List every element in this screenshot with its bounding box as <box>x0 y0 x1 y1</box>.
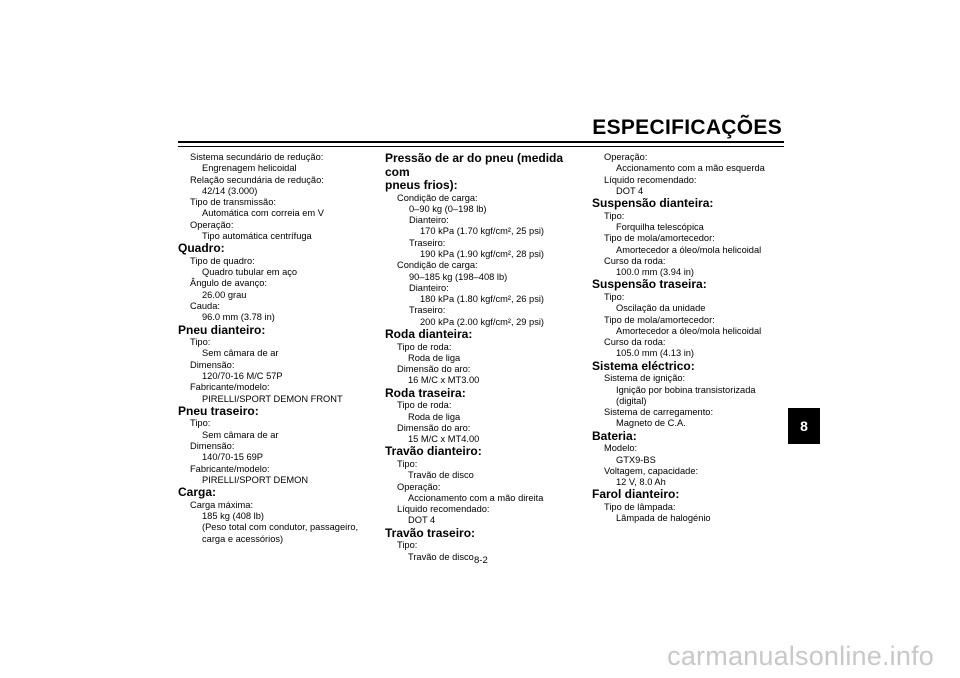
section-heading: Pneu traseiro: <box>178 403 259 418</box>
spec-line: Travão de disco <box>408 551 474 562</box>
spec-line: Amortecedor a óleo/mola helicoidal <box>616 325 762 336</box>
spec-line: Dimensão do aro: <box>397 364 471 375</box>
spec-line: Sistema de ignição: <box>604 373 686 384</box>
spec-line: Operação: <box>397 481 441 492</box>
spec-line: 90–185 kg (198–408 lb) <box>409 271 508 282</box>
spec-line: Modelo: <box>604 443 638 454</box>
spec-line: 15 M/C x MT4.00 <box>408 434 480 445</box>
spec-line: Traseiro: <box>409 305 446 316</box>
spec-line: PIRELLI/SPORT DEMON <box>202 474 309 485</box>
watermark: carmanualsonline.info <box>667 641 934 671</box>
spec-line: 105.0 mm (4.13 in) <box>616 348 695 359</box>
page-number: 8-2 <box>474 555 488 566</box>
spec-line: 200 kPa (2.00 kgf/cm², 29 psi) <box>420 316 545 327</box>
spec-line: Tipo de roda: <box>397 341 452 352</box>
section-heading: Quadro: <box>178 241 225 256</box>
spec-line: Tipo de transmissão: <box>190 197 276 208</box>
spec-line: Dianteiro: <box>409 282 449 293</box>
spec-line: DOT 4 <box>616 185 644 196</box>
spec-line: Sem câmara de ar <box>202 348 279 359</box>
spec-column-1 <box>178 152 368 545</box>
spec-line: 140/70-15 69P <box>202 452 263 463</box>
spec-line: Tipo: <box>604 291 625 302</box>
spec-line: Magneto de C.A. <box>616 418 686 429</box>
spec-line: Amortecedor a óleo/mola helicoidal <box>616 244 762 255</box>
spec-line: Quadro tubular em aço <box>202 267 298 278</box>
spec-line: Traseiro: <box>409 237 446 248</box>
spec-line: (Peso total com condutor, passageiro, <box>202 522 359 533</box>
section-heading: Travão dianteiro: <box>385 444 482 459</box>
section-heading: Travão traseiro: <box>385 525 476 540</box>
spec-line: Líquido recomendado: <box>604 174 697 185</box>
spec-line: Engrenagem helicoidal <box>202 163 297 174</box>
spec-line: Fabricante/modelo: <box>190 463 270 474</box>
spec-line: carga e acessórios) <box>202 533 284 544</box>
spec-line: Curso da roda: <box>604 337 666 348</box>
spec-line: Curso da roda: <box>604 255 666 266</box>
spec-line: Oscilação da unidade <box>616 303 706 314</box>
spec-line: Relação secundária de redução: <box>190 174 324 185</box>
spec-line: 12 V, 8.0 Ah <box>616 477 666 488</box>
spec-line: Condição de carga: <box>397 192 478 203</box>
spec-line: Accionamento com a mão esquerda <box>616 163 765 174</box>
spec-line: Operação: <box>604 152 648 162</box>
spec-line: Operação: <box>190 219 234 230</box>
spec-line: Ângulo de avanço: <box>190 278 268 289</box>
spec-line: Tipo: <box>604 210 625 221</box>
section-heading: Carga: <box>178 485 217 500</box>
section-heading: Bateria: <box>592 428 637 443</box>
spec-line: Dimensão do aro: <box>397 422 471 433</box>
page-title: ESPECIFICAÇÕES <box>592 116 782 139</box>
spec-line: Forquilha telescópica <box>616 221 704 232</box>
section-heading: Farol dianteiro: <box>592 487 680 502</box>
spec-line: Tipo: <box>190 418 211 429</box>
section-heading: Roda traseira: <box>385 385 466 400</box>
spec-line: 100.0 mm (3.94 in) <box>616 267 695 278</box>
spec-line: 96.0 mm (3.78 in) <box>202 312 275 323</box>
spec-line: GTX9-BS <box>616 454 656 465</box>
spec-line: Roda de liga <box>408 411 461 422</box>
section-heading: Sistema eléctrico: <box>592 358 695 373</box>
section-heading: Suspensão dianteira: <box>592 196 714 211</box>
spec-line: Dimensão: <box>190 441 235 452</box>
spec-line: 16 M/C x MT3.00 <box>408 375 480 386</box>
section-heading: Pressão de ar do pneu (medida com <box>385 151 564 179</box>
spec-line: Ignição por bobina transistorizada (digital) <box>616 384 756 406</box>
spec-line: Tipo de roda: <box>397 400 452 411</box>
spec-line: 42/14 (3.000) <box>202 185 258 196</box>
spec-line: Roda de liga <box>408 352 461 363</box>
spec-line: Tipo: <box>397 540 418 551</box>
spec-line: 0–90 kg (0–198 lb) <box>409 203 487 214</box>
section-heading: pneus frios): <box>385 178 458 192</box>
spec-line: Sem câmara de ar <box>202 429 279 440</box>
spec-line: Lâmpada de halogénio <box>616 513 711 524</box>
spec-line: 185 kg (408 lb) <box>202 511 265 522</box>
spec-line: DOT 4 <box>408 515 436 526</box>
spec-line: Accionamento com a mão direita <box>408 492 544 503</box>
spec-line: Tipo de mola/amortecedor: <box>604 314 715 325</box>
spec-line: Tipo de lâmpada: <box>604 501 676 512</box>
spec-line: 26.00 grau <box>202 289 247 300</box>
spec-line: Líquido recomendado: <box>397 504 490 515</box>
spec-line: 120/70-16 M/C 57P <box>202 371 283 382</box>
spec-line: Condição de carga: <box>397 260 478 271</box>
spec-line: 190 kPa (1.90 kgf/cm², 28 psi) <box>420 248 545 259</box>
section-heading: Roda dianteira: <box>385 327 473 342</box>
spec-column-2 <box>385 152 575 563</box>
spec-line: PIRELLI/SPORT DEMON FRONT <box>202 393 343 404</box>
spec-line: Voltagem, capacidade: <box>604 465 699 476</box>
section-heading: Suspensão traseira: <box>592 277 707 292</box>
spec-line: 180 kPa (1.80 kgf/cm², 26 psi) <box>420 294 545 305</box>
section-tab: 8 <box>788 408 820 444</box>
spec-line: Tipo: <box>190 337 211 348</box>
spec-line: Tipo de quadro: <box>190 255 255 266</box>
spec-line: Carga máxima: <box>190 499 254 510</box>
spec-line: 170 kPa (1.70 kgf/cm², 25 psi) <box>420 226 545 237</box>
spec-column-3 <box>592 152 787 525</box>
spec-line: Cauda: <box>190 301 220 312</box>
spec-line: Fabricante/modelo: <box>190 382 270 393</box>
section-heading: Pneu dianteiro: <box>178 322 266 337</box>
title-rule-thin <box>178 146 784 147</box>
title-rule-thick <box>178 141 784 143</box>
spec-line: Dianteiro: <box>409 215 449 226</box>
spec-line: Tipo: <box>397 458 418 469</box>
spec-line: Sistema secundário de redução: <box>190 152 324 162</box>
spec-line: Dimensão: <box>190 359 235 370</box>
spec-line: Sistema de carregamento: <box>604 407 714 418</box>
spec-line: Tipo de mola/amortecedor: <box>604 233 715 244</box>
spec-line: Travão de disco <box>408 470 474 481</box>
spec-line: Tipo automática centrífuga <box>202 231 312 242</box>
spec-line: Automática com correia em V <box>202 208 324 219</box>
